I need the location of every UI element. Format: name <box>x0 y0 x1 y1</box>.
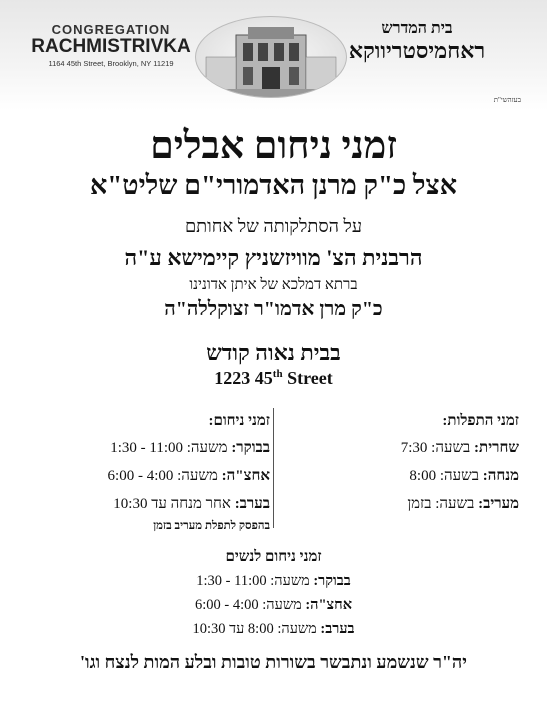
congregation-hebrew-name: ראחמיסטריווקא <box>348 38 486 63</box>
bsd-mark: בעזהשי"ת <box>493 96 521 104</box>
nichum-times-heading: זמני ניחום: <box>208 413 270 429</box>
prayer-time: בשעה: 8:00 <box>409 468 483 484</box>
prayer-row <box>299 490 519 518</box>
column-divider <box>273 408 274 528</box>
nichum-time: אחר מנחה עד 10:30 <box>113 496 235 512</box>
women-row <box>0 597 547 614</box>
prayer-time: בשעה: בזמן <box>407 496 479 512</box>
women-time: משעה: 11:00 - 1:30 <box>196 573 314 589</box>
nichum-times <box>60 410 270 536</box>
deceased-name: הרבנית הצ' מוויזשניץ קיימישא ע"ה <box>124 245 423 270</box>
page-title: זמני ניחום אבלים <box>150 125 397 167</box>
prayer-time: בשעה: 7:30 <box>400 440 475 456</box>
nichum-time: משעה: 4:00 - 6:00 <box>107 468 222 484</box>
synagogue-building-image <box>195 16 347 98</box>
daughter-line: ברתא דמלכא של איתן אדונינו <box>189 277 358 293</box>
location-hebrew: בבית נאוה קודש <box>206 340 341 365</box>
women-times-heading: זמני ניחום לנשים <box>225 549 322 565</box>
address-suffix: th <box>272 368 283 380</box>
address-street: Street <box>282 368 333 388</box>
women-row <box>0 621 547 638</box>
prayer-row <box>299 434 519 462</box>
address-number: 1223 45 <box>214 368 273 388</box>
letterhead <box>0 0 547 110</box>
women-time: משעה: 8:00 עד 10:30 <box>192 621 321 637</box>
nichum-row <box>60 462 270 490</box>
women-row <box>0 573 547 590</box>
nichum-label: בבוקר: <box>231 440 270 456</box>
women-time: משעה: 4:00 - 6:00 <box>194 597 306 613</box>
maariv-break-note: בהפסק לתפלת מעריב בזמן <box>153 520 270 532</box>
closing-blessing: יה"ר שנשמע ונתבשר בשורות טובות ובלע המות לנצח וגו' <box>80 652 467 672</box>
prayer-times <box>299 410 519 518</box>
prayer-label: מעריב: <box>478 496 519 512</box>
congregation-address: 1164 45th Street, Brooklyn, NY 11219 <box>48 59 174 68</box>
prayer-label: מנחה: <box>482 468 519 484</box>
congregation-english <box>26 22 196 68</box>
nichum-label: בערב: <box>234 496 270 512</box>
women-label: בערב: <box>320 621 355 637</box>
nichum-time: משעה: 11:00 - 1:30 <box>110 440 232 456</box>
prayer-row <box>299 462 519 490</box>
women-label: אחצ"ה: <box>305 597 353 613</box>
congregation-label: CONGREGATION <box>51 22 171 37</box>
congregation-hebrew <box>327 20 507 64</box>
address-english <box>0 368 547 389</box>
subtitle: אצל כ"ק מרנן האדמורי"ם שליט"א <box>89 170 458 200</box>
nichum-row <box>60 490 270 518</box>
nichum-row <box>60 434 270 462</box>
prayer-times-heading: זמני התפלות: <box>442 413 519 429</box>
context-line: על הסתלקותה של אחותם <box>184 216 363 236</box>
prayer-label: שחרית: <box>474 440 519 456</box>
congregation-name: RACHMISTRIVKA <box>31 36 191 57</box>
women-label: בבוקר: <box>313 573 351 589</box>
father-line: כ"ק מרן אדמו"ר זצוקללה"ה <box>164 298 383 320</box>
nichum-label: אחצ"ה: <box>221 468 270 484</box>
beis-medrash-label: בית המדרש <box>381 20 453 37</box>
